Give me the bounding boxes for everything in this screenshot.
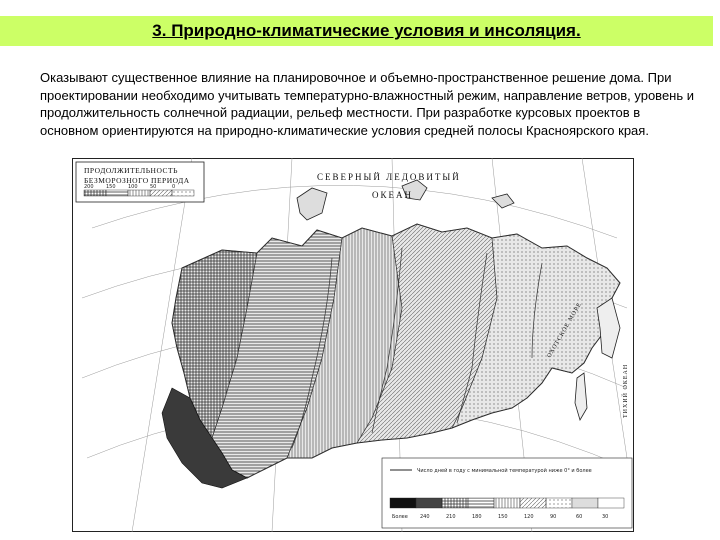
ocean-label-north-1: СЕВЕРНЫЙ ЛЕДОВИТЫЙ (317, 172, 461, 182)
climate-map (72, 158, 634, 532)
legend-scale-1: 150 (106, 184, 116, 190)
legend-bottom-scale-7: 60 (576, 514, 583, 520)
legend-title-2: БЕЗМОРОЗНОГО ПЕРИОДА (84, 176, 190, 185)
legend-scale-2: 100 (128, 184, 138, 190)
ocean-label-north-2: ОКЕАН (372, 190, 413, 200)
legend-scale-3: 50 (150, 184, 157, 190)
sea-label-okhotsk: ОХОТСКОЕ МОРЕ (546, 301, 584, 359)
legend-bottom-scale-1: 240 (420, 514, 430, 520)
legend-bottom-scale-8: 30 (602, 514, 609, 520)
legend-title-1: ПРОДОЛЖИТЕЛЬНОСТЬ (84, 166, 178, 175)
legend-bottom-scale-2: 210 (446, 514, 456, 520)
legend-bottom (382, 458, 632, 528)
legend-bottom-scale-5: 120 (524, 514, 534, 520)
legend-bottom-scale-4: 150 (498, 514, 508, 520)
legend-bottom-scale-3: 180 (472, 514, 482, 520)
climate-map-svg (72, 158, 634, 532)
slide-title-bar (0, 16, 713, 46)
slide-paragraph: Оказывают существенное влияние на планировочное и объемно-пространственное решение дома. При проектировании необходимо учитывать температурно-влажностный режим, направление ветров, уровень и продолжительность солнечной радиации, рельеф местности. При разработке курсовых проектов в основном ориентируются на природно-климатические условия средней полосы Красноярского края. (40, 70, 694, 138)
slide-title: 3. Природно-климатические условия и инсоляция. (152, 21, 581, 40)
legend-top (76, 162, 204, 202)
legend-bottom-note: Число дней в году с минимальной температурой ниже 0° и более (417, 468, 592, 474)
legend-bottom-scale-6: 90 (550, 514, 557, 520)
legend-scale-4: 0 (172, 184, 176, 190)
legend-scale-0: 200 (84, 184, 94, 190)
legend-bottom-scale-0: Более (392, 514, 408, 520)
ocean-label-pacific: ТИХИЙ ОКЕАН (623, 363, 629, 418)
